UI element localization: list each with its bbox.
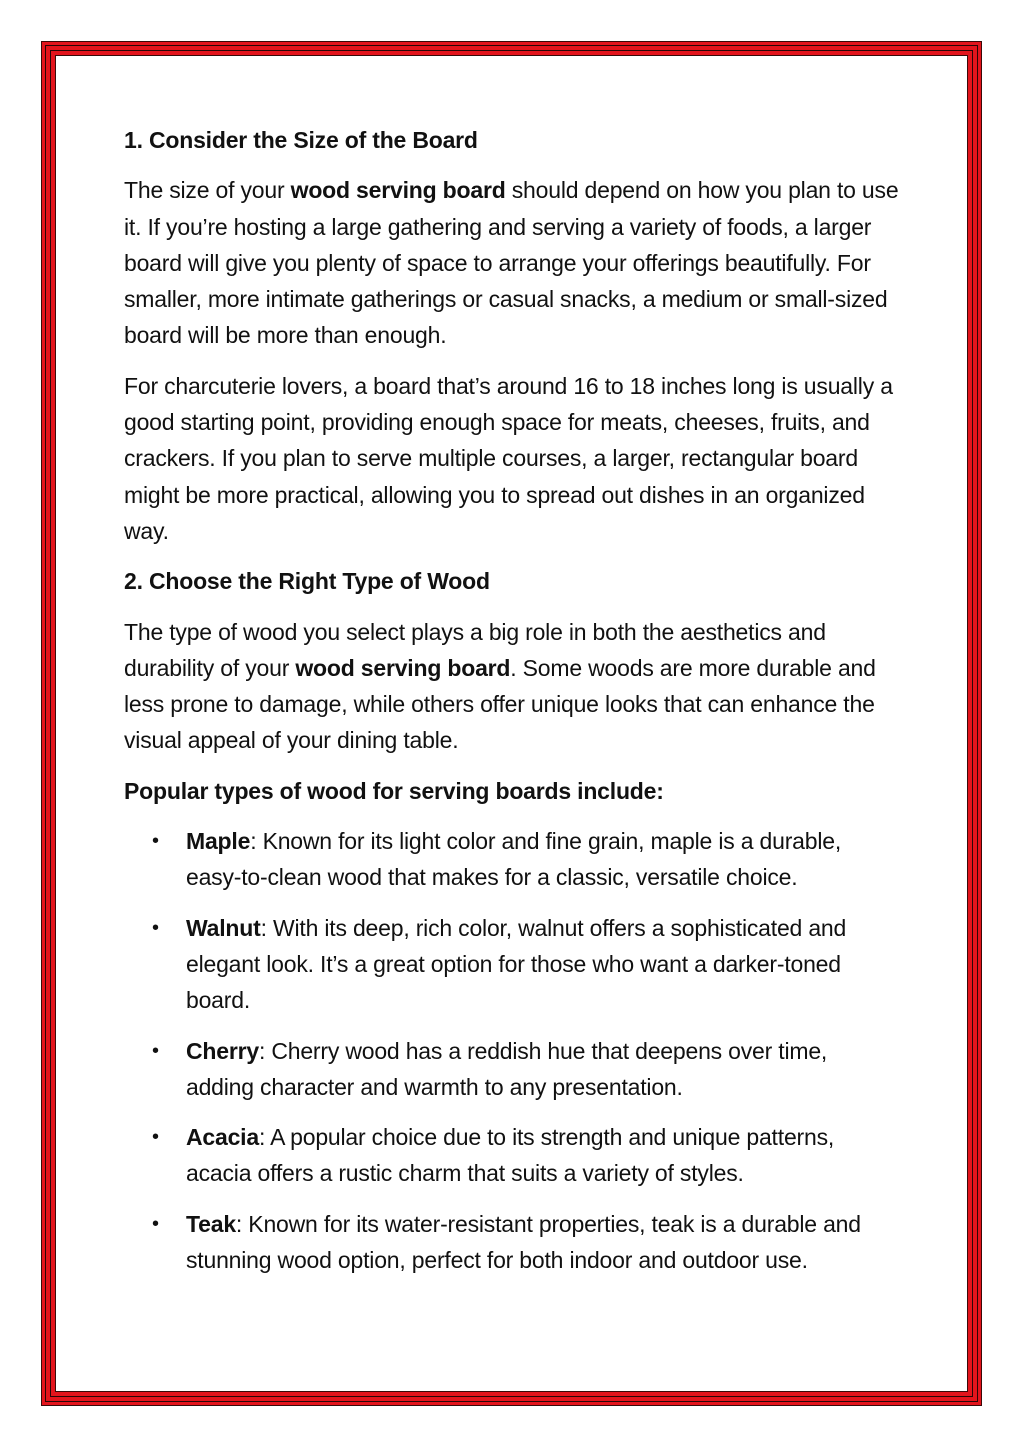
list-item-acacia xyxy=(124,1119,900,1192)
wood-list-intro: Popular types of wood for serving boards include: xyxy=(124,777,664,804)
wood-types-list xyxy=(124,823,900,1278)
bullet-icon: • xyxy=(152,916,159,939)
list-item-teak xyxy=(124,1206,900,1279)
bullet-icon: • xyxy=(152,1126,159,1149)
wood-name: Cherry xyxy=(186,1037,259,1064)
wood-name: Maple xyxy=(186,828,251,855)
wood-description: : With its deep, rich color, walnut offers a sophisticated and elegant look. It’s a great option for those who want a darker-toned board. xyxy=(186,914,847,1014)
bullet-icon: • xyxy=(152,1212,159,1235)
section1-p1-text-after: should depend on how you plan to use it. If you’re hosting a large gathering and serving a variety of foods, a larger board will give you plenty of space to arrange your offerings beautifully. For smaller, more intimate gatherings or casual snacks, a medium or small-sized board will be more than enough. xyxy=(124,177,899,349)
wood-description: : A popular choice due to its strength and unique patterns, acacia offers a rustic charm that suits a variety of styles. xyxy=(186,1124,835,1187)
wood-name: Teak xyxy=(186,1210,236,1237)
list-item-maple xyxy=(124,823,900,896)
bullet-icon: • xyxy=(152,830,159,853)
section2-p1-text-before: The type of wood you select plays a big role in both the aesthetics and durability of your xyxy=(124,618,826,681)
section2-heading: 2. Choose the Right Type of Wood xyxy=(124,568,490,595)
document-content xyxy=(124,122,900,1292)
bullet-icon: • xyxy=(152,1039,159,1062)
section1-p1-text-before: The size of your xyxy=(124,177,291,204)
wood-description: : Known for its light color and fine grain, maple is a durable, easy-to-clean wood that makes for a classic, versatile choice. xyxy=(186,828,842,891)
wood-name: Walnut xyxy=(186,914,261,941)
section1-heading: 1. Consider the Size of the Board xyxy=(124,127,478,153)
section1-paragraph-2: For charcuterie lovers, a board that’s around 16 to 18 inches long is usually a good starting point, providing enough space for meats, cheeses, fruits, and crackers. If you plan to serve multiple courses, a larger, rectangular board might be more practical, allowing you to spread out dishes in an organized way. xyxy=(124,372,893,544)
wood-description: : Cherry wood has a reddish hue that deepens over time, adding character and warmth to any presentation. xyxy=(186,1037,828,1100)
section2-p1-bold-keyword: wood serving board xyxy=(295,654,511,681)
wood-name: Acacia xyxy=(186,1124,259,1151)
section2-p1-text-after: . Some woods are more durable and less prone to damage, while others offer unique looks that can enhance the visual appeal of your dining table. xyxy=(124,654,876,754)
list-item-cherry xyxy=(124,1033,900,1106)
section1-paragraph-1 xyxy=(124,172,900,353)
section1-p1-bold-keyword: wood serving board xyxy=(290,177,506,204)
section2-paragraph-1 xyxy=(124,614,900,759)
wood-description: : Known for its water-resistant properties, teak is a durable and stunning wood option, perfect for both indoor and outdoor use. xyxy=(186,1210,861,1274)
list-item-walnut xyxy=(124,910,900,1019)
